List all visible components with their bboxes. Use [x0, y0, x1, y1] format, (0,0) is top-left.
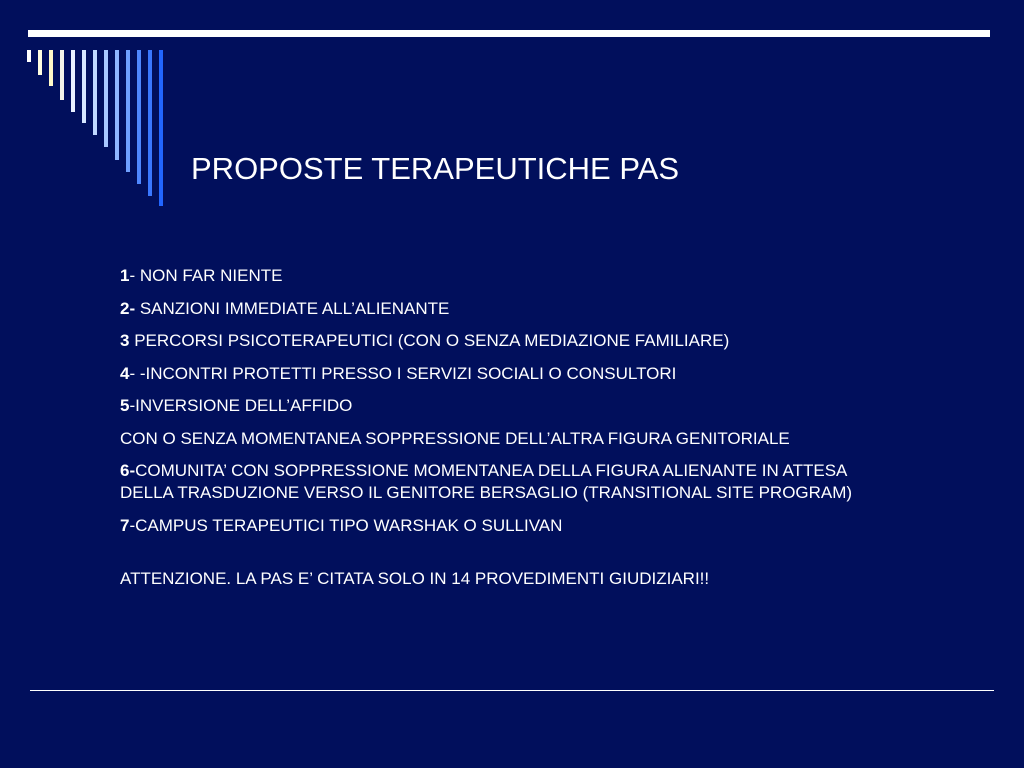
item-number: 7: [120, 515, 130, 535]
decorative-bar: [137, 50, 141, 184]
item-number: 4: [120, 363, 130, 383]
item-text: SANZIONI IMMEDIATE ALL’ALIENANTE: [135, 298, 450, 318]
decorative-bar: [60, 50, 64, 100]
item-text: COMUNITA’ CON SOPPRESSIONE MOMENTANEA DELLA FIGURA ALIENANTE IN ATTESA DELLA TRASDUZIONE VERSO IL GENITORE BERSAGLIO (TRANSITIONAL SITE PROGRAM): [120, 461, 853, 502]
decorative-bar: [38, 50, 42, 75]
bottom-rule: [30, 690, 994, 691]
item-number: 1: [120, 266, 130, 285]
decorative-bar: [49, 50, 53, 86]
decorative-bar: [104, 50, 108, 147]
item-text: CON O SENZA MOMENTANEA SOPPRESSIONE DELL’ALTRA FIGURA GENITORIALE: [120, 428, 790, 448]
item-number: 3: [120, 331, 130, 350]
slide-body: [120, 265, 880, 601]
item-number: 6-: [120, 461, 136, 480]
list-item: [120, 363, 880, 385]
list-item: [120, 330, 880, 352]
decorative-bar: [126, 50, 130, 172]
item-text: PERCORSI PSICOTERAPEUTICI (CON O SENZA MEDIAZIONE FAMILIARE): [129, 331, 730, 350]
decorative-bar: [27, 50, 31, 62]
decorative-bar: [115, 50, 119, 160]
item-text: -INVERSIONE DELL’AFFIDO: [129, 396, 353, 415]
slide-title: PROPOSTE TERAPEUTICHE PAS: [191, 151, 680, 186]
list-item: [120, 428, 880, 450]
decorative-bar: [82, 50, 86, 123]
item-text: - -INCONTRI PROTETTI PRESSO I SERVIZI SOCIALI O CONSULTORI: [129, 363, 677, 383]
item-number: 2-: [120, 298, 136, 318]
list-item: [120, 515, 880, 537]
decorative-bar: [71, 50, 75, 112]
list-item: [120, 460, 880, 504]
decorative-bar: [159, 50, 163, 206]
item-number: 5: [120, 396, 130, 415]
decorative-bar: [93, 50, 97, 135]
list-item: [120, 265, 880, 287]
attention-note: ATTENZIONE. LA PAS E’ CITATA SOLO IN 14 PROVEDIMENTI GIUDIZIARI!!: [120, 569, 710, 588]
list-item: [120, 395, 880, 417]
list-item: [120, 298, 880, 320]
decorative-bars: [0, 0, 180, 220]
item-text: -CAMPUS TERAPEUTICI TIPO WARSHAK O SULLIVAN: [129, 515, 563, 535]
decorative-bar: [148, 50, 152, 196]
item-text: - NON FAR NIENTE: [129, 266, 283, 285]
